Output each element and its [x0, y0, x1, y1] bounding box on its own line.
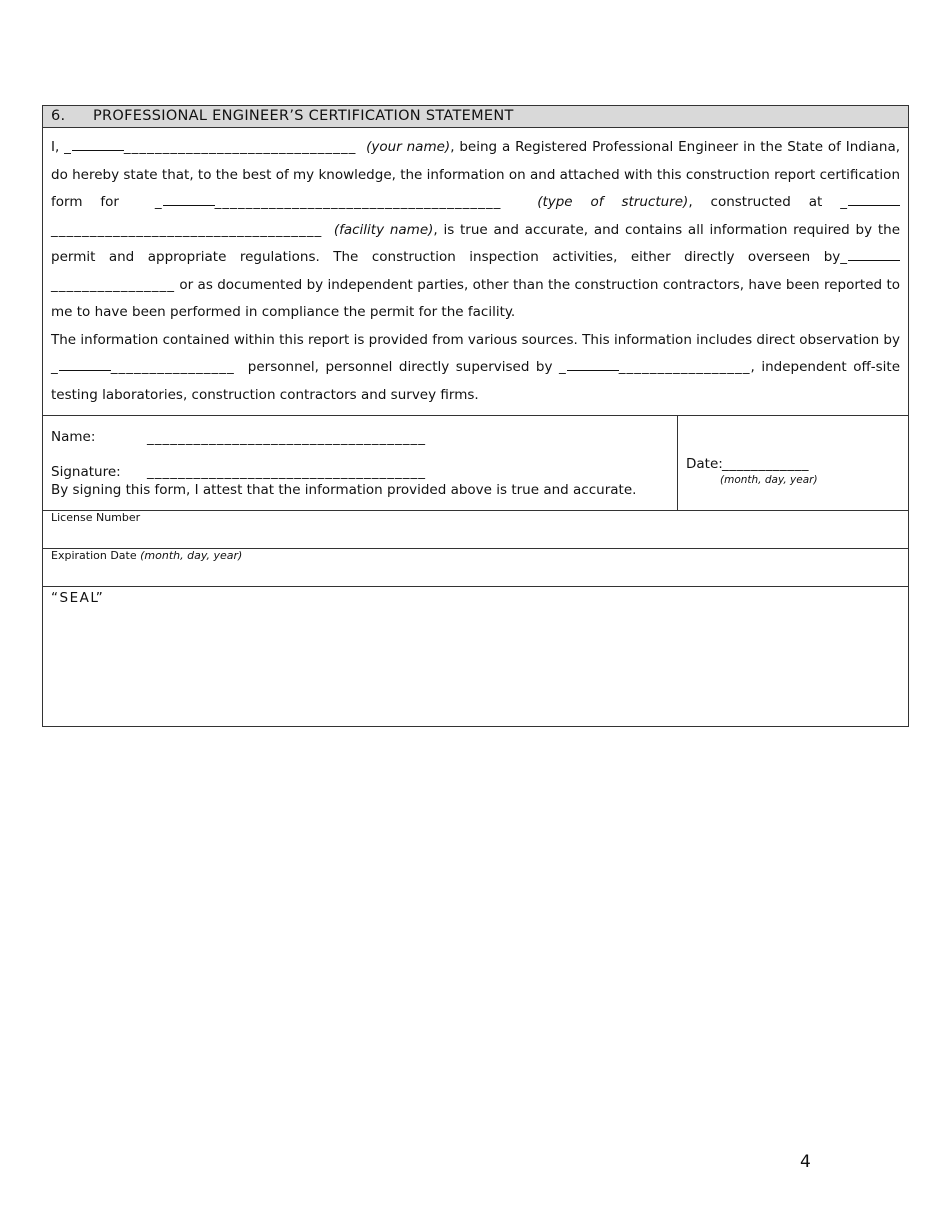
statement-text: , being a Registered Professional Engineer in the State of Indiana, do hereby state that, to the best of my knowledge, the information on and attached with this construction report certification form for — [51, 139, 901, 210]
date-hint: (month, day, year) — [720, 474, 818, 486]
expiration-date-hint: (month, day, year) — [140, 549, 243, 562]
name-field[interactable]: ____________________________________ — [147, 430, 426, 446]
statement-text: I, — [51, 139, 60, 155]
seal-label: “SEAL” — [51, 590, 105, 606]
expiration-date-field[interactable] — [43, 549, 908, 587]
signature-field[interactable]: ____________________________________ — [147, 464, 426, 480]
statement-text: , is true and accurate, and contains all information required by the permit and appropriate regulations. The construction inspection activities, either directly overseen by — [51, 221, 900, 265]
facility-name-hint: (facility name) — [333, 221, 434, 238]
statement-text: or as documented by independent parties, other than the construction contractors, have been reported to me to have been performed in compliance the permit for the facility. — [51, 276, 901, 320]
expiration-date-label: Expiration Date — [51, 549, 137, 562]
section-header — [43, 106, 908, 128]
engineer-name-blank[interactable]: _ ______________________________ — [64, 139, 356, 155]
date-block — [678, 416, 908, 510]
date-label: Date: — [686, 456, 723, 472]
certification-statement — [43, 128, 908, 416]
your-name-hint: (your name) — [366, 139, 451, 155]
type-of-structure-hint: (type of structure) — [537, 194, 689, 210]
license-number-label: License Number — [51, 511, 141, 524]
statement-text: personnel, personnel directly supervised by — [247, 359, 553, 375]
statement-text: , constructed at — [688, 194, 823, 210]
certification-form — [42, 105, 909, 727]
section-number: 6. — [51, 108, 66, 124]
page-number: 4 — [800, 1152, 811, 1172]
supervised-by-blank[interactable]: _ _________________ — [559, 359, 751, 375]
signature-label: Signature: — [51, 464, 121, 480]
attest-text: By signing this form, I attest that the information provided above is true and accurate. — [51, 482, 637, 498]
overseen-by-blank[interactable]: _________________ — [51, 249, 900, 293]
statement-text: The information contained within this report is provided from various sources. This information includes direct observation by — [51, 331, 900, 348]
signature-block — [43, 416, 678, 510]
section-title: PROFESSIONAL ENGINEER’S CERTIFICATION STATEMENT — [93, 108, 514, 124]
statement-text: , independent off-site testing laboratories, construction contractors and survey firms. — [51, 359, 901, 403]
name-label: Name: — [51, 429, 96, 445]
statement-paragraph-2 — [51, 327, 900, 410]
signature-row — [43, 416, 908, 511]
seal-area — [43, 587, 908, 726]
structure-type-blank[interactable]: _ _____________________________________ — [155, 194, 502, 210]
facility-name-blank[interactable]: ____________________________________ — [51, 194, 900, 238]
observation-by-blank[interactable]: _ ________________ — [51, 359, 235, 375]
date-field[interactable]: ____________ — [722, 456, 809, 472]
license-number-field[interactable] — [43, 511, 908, 549]
statement-paragraph-1 — [51, 134, 900, 327]
